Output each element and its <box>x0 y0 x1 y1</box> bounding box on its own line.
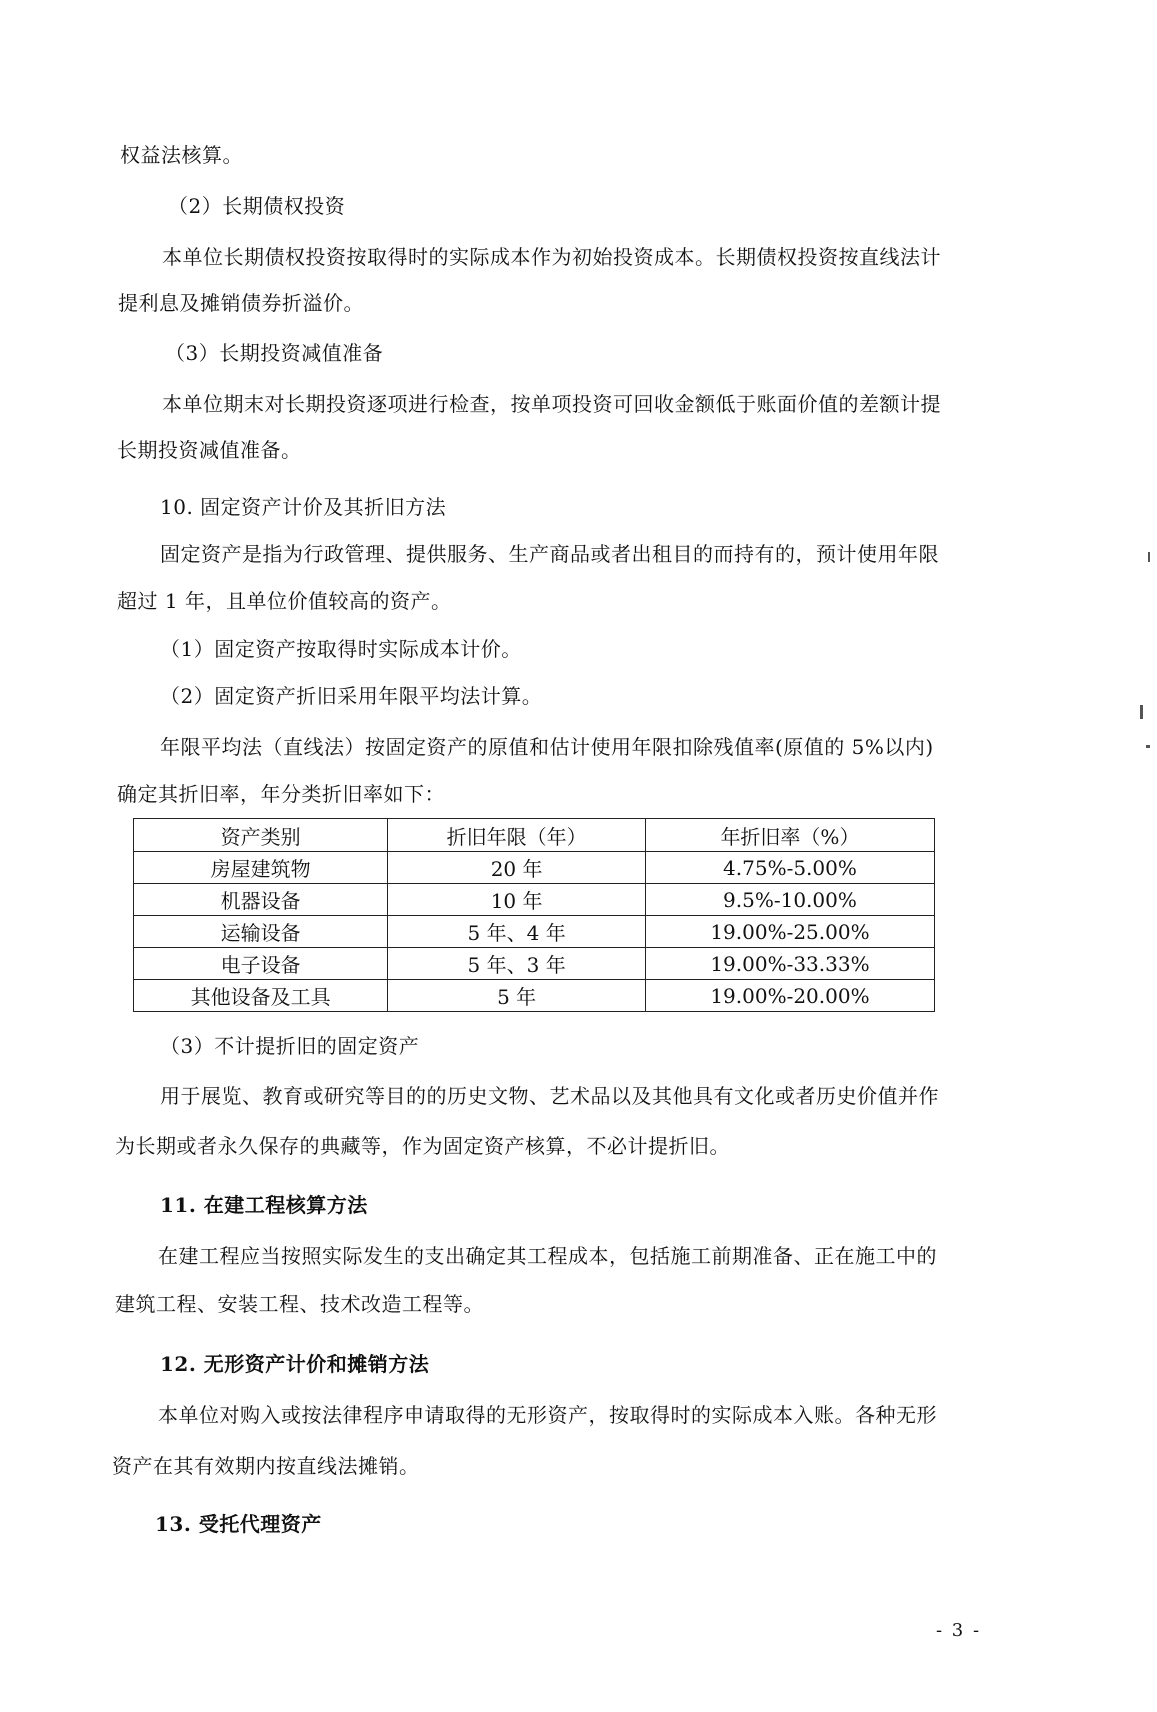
section-heading: 10. 固定资产计价及其折旧方法 <box>160 495 447 519</box>
paragraph-line: 本单位期末对长期投资逐项进行检查，按单项投资可回收金额低于账面价值的差额计提 <box>162 392 941 416</box>
table-cell: 机器设备 <box>134 884 388 916</box>
table-cell: 电子设备 <box>134 948 388 980</box>
depreciation-table <box>133 818 935 1012</box>
paragraph-line: 资产在其有效期内按直线法摊销。 <box>112 1454 420 1478</box>
paragraph-line: 固定资产是指为行政管理、提供服务、生产商品或者出租目的而持有的，预计使用年限 <box>160 542 939 566</box>
scan-speck <box>1146 745 1150 748</box>
table-cell: 20 年 <box>388 852 646 884</box>
table-row <box>134 948 935 980</box>
paragraph-line: 为长期或者永久保存的典藏等，作为固定资产核算，不必计提折旧。 <box>115 1134 730 1158</box>
paragraph-line: 长期投资减值准备。 <box>117 438 302 462</box>
paragraph-line: 权益法核算。 <box>120 143 243 167</box>
table-cell: 其他设备及工具 <box>134 980 388 1012</box>
subheading: （3）长期投资减值准备 <box>165 341 384 365</box>
paragraph-line: 本单位长期债权投资按取得时的实际成本作为初始投资成本。长期债权投资按直线法计 <box>162 245 941 269</box>
section-heading: 11. 在建工程核算方法 <box>160 1193 368 1217</box>
table-row <box>134 884 935 916</box>
paragraph-line: 在建工程应当按照实际发生的支出确定其工程成本，包括施工前期准备、正在施工中的 <box>158 1244 937 1268</box>
table-header-row <box>134 819 935 852</box>
table-row <box>134 980 935 1012</box>
table-cell: 19.00%-25.00% <box>645 916 934 948</box>
table-header-cell: 资产类别 <box>134 819 388 852</box>
table-cell: 10 年 <box>388 884 646 916</box>
table-row <box>134 852 935 884</box>
scan-speck <box>1148 552 1150 562</box>
paragraph-line: 用于展览、教育或研究等目的的历史文物、艺术品以及其他具有文化或者历史价值并作 <box>160 1084 939 1108</box>
table-cell: 5 年 <box>388 980 646 1012</box>
table-header-cell: 年折旧率（%） <box>645 819 934 852</box>
table-cell: 房屋建筑物 <box>134 852 388 884</box>
table-cell: 5 年、4 年 <box>388 916 646 948</box>
table-header-cell: 折旧年限（年） <box>388 819 646 852</box>
table-cell: 运输设备 <box>134 916 388 948</box>
table-cell: 9.5%-10.00% <box>645 884 934 916</box>
paragraph-line: 提利息及摊销债券折溢价。 <box>118 291 364 315</box>
paragraph-line: 本单位对购入或按法律程序申请取得的无形资产，按取得时的实际成本入账。各种无形 <box>158 1403 937 1427</box>
table-row <box>134 916 935 948</box>
table-cell: 19.00%-20.00% <box>645 980 934 1012</box>
subheading: （2）长期债权投资 <box>168 194 346 218</box>
page-number: - 3 - <box>936 1620 982 1641</box>
table-cell: 4.75%-5.00% <box>645 852 934 884</box>
table-cell: 5 年、3 年 <box>388 948 646 980</box>
paragraph-line: 超过 1 年，且单位价值较高的资产。 <box>117 589 452 613</box>
paragraph-line: 建筑工程、安装工程、技术改造工程等。 <box>115 1292 484 1316</box>
paragraph-line: 确定其折旧率，年分类折旧率如下： <box>117 782 445 806</box>
scan-speck <box>1140 705 1143 719</box>
subheading: （3）不计提折旧的固定资产 <box>160 1034 420 1058</box>
paragraph-line: （1）固定资产按取得时实际成本计价。 <box>160 637 522 661</box>
section-heading: 12. 无形资产计价和摊销方法 <box>160 1352 430 1376</box>
paragraph-line: 年限平均法（直线法）按固定资产的原值和估计使用年限扣除残值率(原值的 5%以内) <box>160 735 934 759</box>
table-cell: 19.00%-33.33% <box>645 948 934 980</box>
section-heading: 13. 受托代理资产 <box>155 1512 322 1536</box>
paragraph-line: （2）固定资产折旧采用年限平均法计算。 <box>160 684 543 708</box>
